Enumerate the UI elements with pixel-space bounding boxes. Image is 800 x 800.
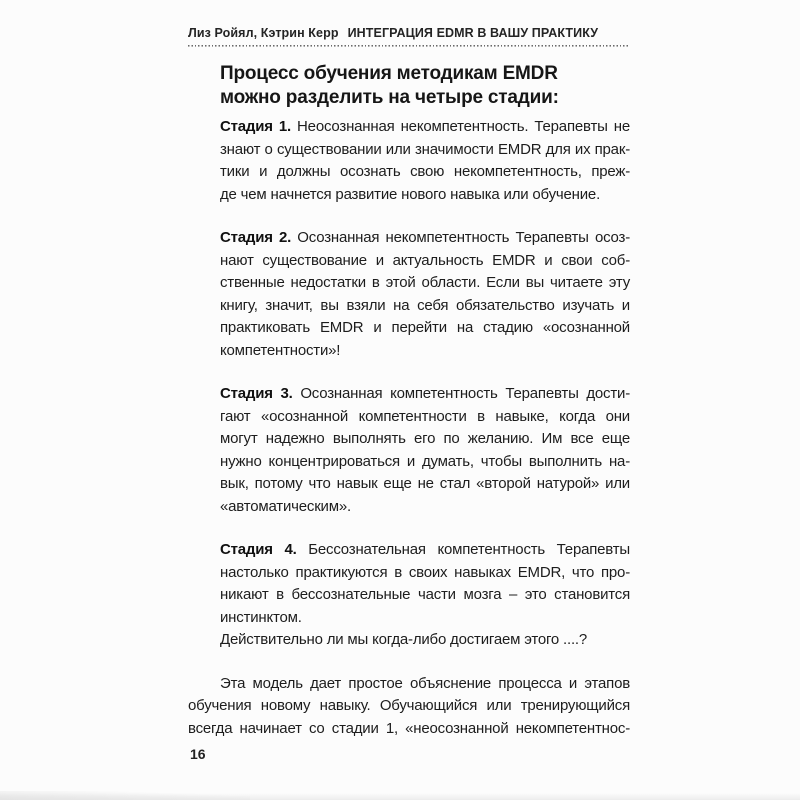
body-line: книгу, значит, вы взяли на себя обязательство изучать и [220,296,630,314]
body-line: Стадия 3. Осознанная компетентность Терапевты дости- [220,385,630,402]
body-line: нают существование и актуальность EMDR и свои соб- [220,251,630,269]
stage-label: Стадия 2. [220,229,292,246]
body-line: тики и должны осознать свою некомпетентность, преж- [220,163,630,180]
body-line: «автоматическим». [220,497,351,515]
body-line: компетентности»! [220,341,341,359]
body-line: Стадия 2. Осознанная некомпетентность Терапевты осоз- [220,229,630,246]
section-heading [220,62,630,110]
stage-paragraph [220,539,630,652]
closing-paragraph [188,673,630,741]
body-line: Эта модель дает простое объяснение процесса и этапов [220,674,630,692]
running-head-authors: Лиз Ройял, Кэтрин Керр [188,26,339,40]
body-line: настолько практикуются в своих навыках EMDR, что про- [220,563,630,581]
body-line: Действительно ли мы когда-либо достигаем этого ....? [220,631,588,648]
running-head-book-title: ИНТЕГРАЦИЯ EDMR В ВАШУ ПРАКТИКУ [347,26,599,40]
stages [220,116,630,652]
stage-paragraph [220,383,630,518]
dotted-rule [188,45,630,47]
section-heading-line: можно разделить на четыре стадии: [220,87,559,108]
body-line: инстинктом. [220,608,302,626]
body-line: вык, потому что навык еще не стал «второй натурой» или [220,475,630,492]
body-line: никают в бессознательные части мозга – это становится [220,586,630,603]
page-content [188,26,630,740]
body-line: гают «осознанной компетентности в навыке, когда они [220,407,630,425]
stage-label: Стадия 1. [220,118,291,135]
body-line: практиковать EMDR и перейти на стадию «осознанной [220,319,630,336]
body-line: де чем начнется развитие нового навыка или обучение. [220,185,601,203]
body-line: Стадия 1. Неосознанная некомпетентность. Терапевты не [220,118,630,135]
section-heading-line: Процесс обучения методикам EMDR [220,63,558,84]
stage-label: Стадия 4. [220,541,297,558]
body-line: ственные недостатки в этой области. Если вы читаете эту [220,274,630,291]
body-line: знают о существовании или значимости EMDR для их прак- [220,140,630,158]
running-head [188,26,630,45]
body-line: могут надежно выполнять его по желанию. Им все еще [220,430,630,447]
stage-paragraph [220,116,630,206]
body-line: обучения новому навыку. Обучающийся или тренирующийся [188,697,630,714]
body-line: Стадия 4. Бессознательная компетентность Терапевты [220,541,630,558]
stage-label: Стадия 3. [220,385,293,402]
stage-paragraph [220,227,630,362]
body-line: нужно концентрироваться и думать, чтобы выполнить на- [220,452,630,470]
body-line: всегда начинает со стадии 1, «неосознанной некомпетентнос- [188,719,630,737]
page-number: 16 [190,746,206,762]
photo-bottom-corner [0,791,250,800]
